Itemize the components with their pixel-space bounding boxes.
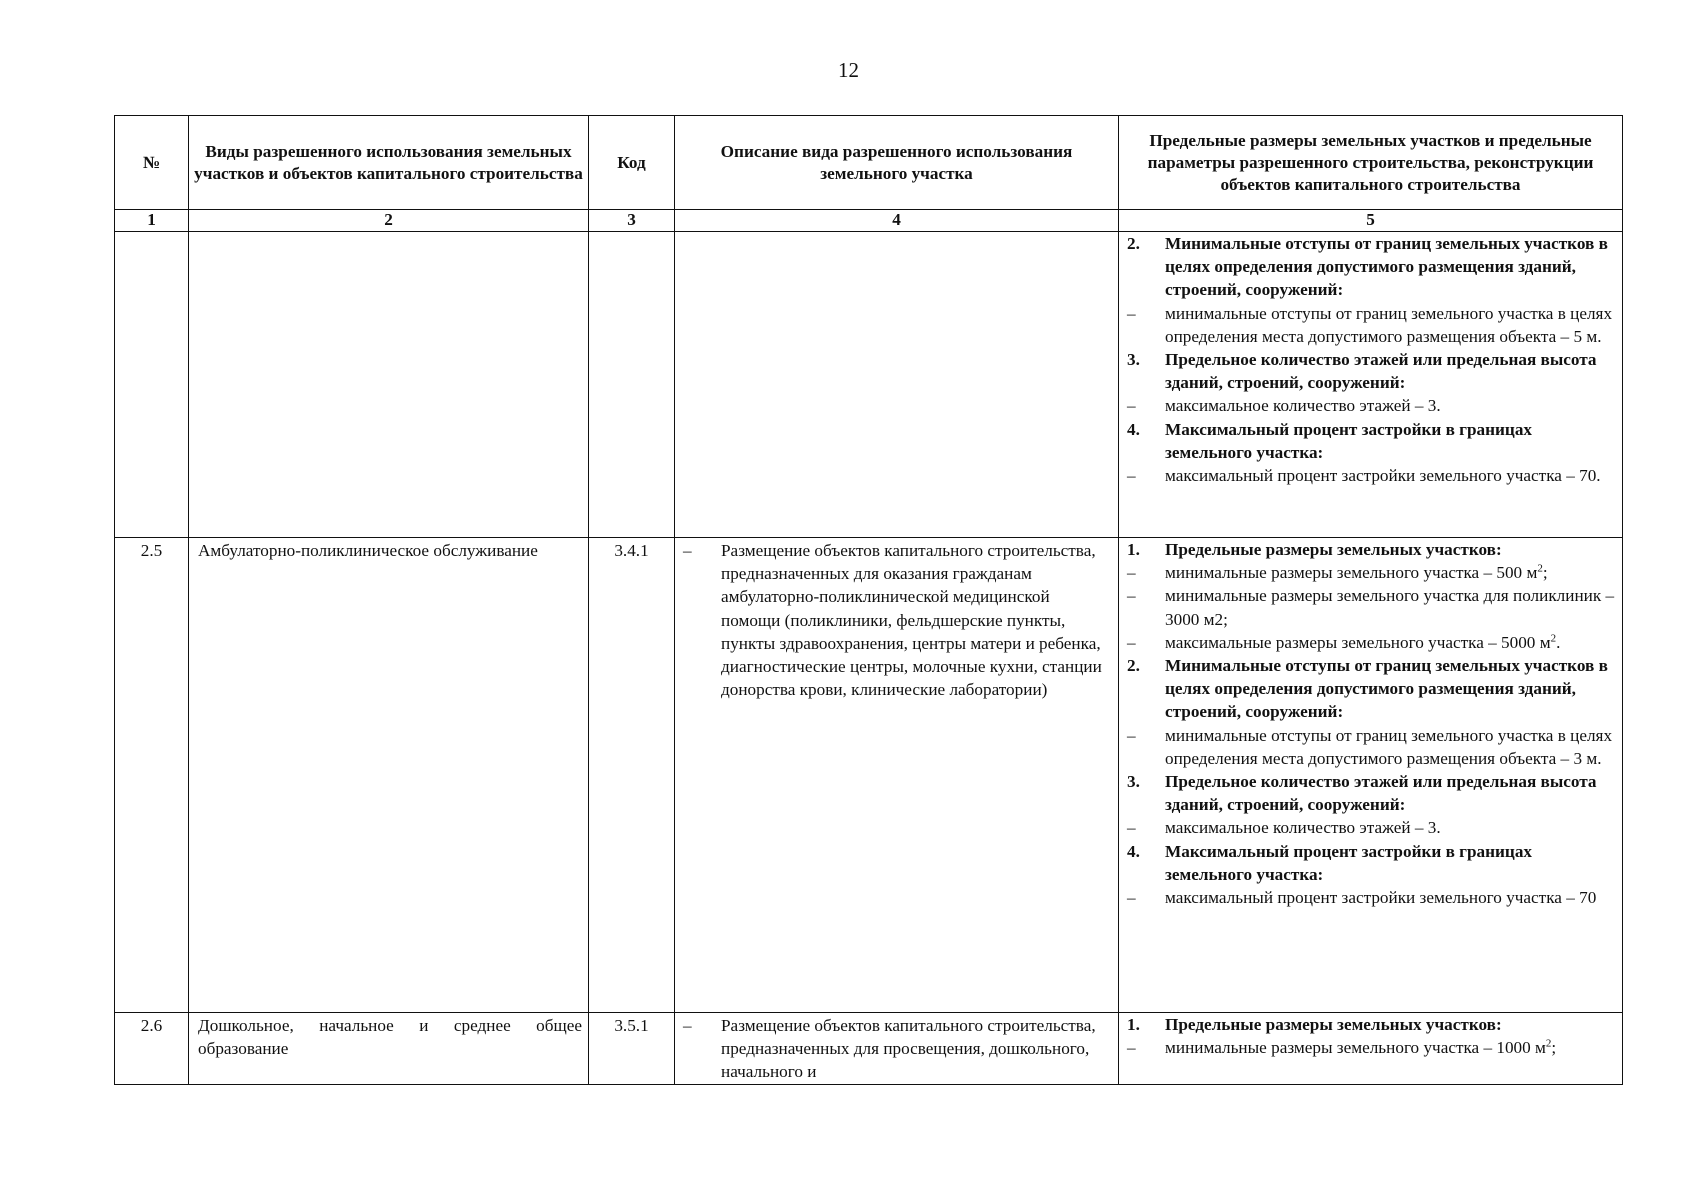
dash-marker: – [1127, 303, 1136, 323]
param-text-block [1165, 1013, 1620, 1036]
param-text-block [1165, 394, 1620, 417]
param-text: Предельное количество этажей или предельная высота зданий, строений, сооружений: [1165, 772, 1597, 815]
row-parameters [1119, 232, 1623, 538]
param-item [1127, 886, 1620, 909]
superscript: 2 [1550, 632, 1557, 645]
header-description: Описание вида разрешенного использования земельного участка [675, 116, 1119, 210]
param-number: 1. [1127, 540, 1140, 559]
param-text: Минимальные отступы от границ земельных участков в целях определения допустимого размещения зданий, строений, сооружений: [1165, 234, 1608, 300]
row-land-use-type [189, 232, 589, 538]
dash-marker: – [1127, 1038, 1136, 1058]
param-text: максимальное количество этажей – 3. [1165, 396, 1441, 416]
param-item [1127, 561, 1620, 584]
description-text: Размещение объектов капитального строительства, предназначенных для оказания гражданам амбулаторно-поликлинической медицинской помощи (поликлиники, фельдшерские пункты, пункты здравоохранения, центры матери и ребенка, диагностические центры, молочные кухни, станции донорства крови, клинические лаборатории) [721, 541, 1102, 700]
param-item [1127, 464, 1620, 487]
param-number: 3. [1127, 350, 1140, 370]
param-text: Предельные размеры земельных участков: [1165, 1015, 1502, 1034]
dash-marker: – [683, 1016, 692, 1035]
param-text-block [1165, 724, 1620, 770]
param-text: минимальные отступы от границ земельного участка в целях определения места допустимого размещения объекта – 5 м. [1165, 303, 1613, 346]
superscript: 2 [1537, 562, 1543, 575]
row-code [589, 232, 675, 538]
param-text-suffix: ; [1542, 563, 1548, 583]
row-land-use-type: Дошкольное, начальное и среднее общее образование [189, 1013, 589, 1085]
param-text: Минимальные отступы от границ земельных участков в целях определения допустимого размещения зданий, строений, сооружений: [1165, 656, 1608, 722]
param-item [1127, 394, 1620, 417]
param-text-block [1165, 538, 1620, 561]
param-number: 4. [1127, 419, 1140, 439]
param-item [1127, 302, 1620, 348]
param-text: максимальные размеры земельного участка – 5000 м [1165, 632, 1551, 652]
param-heading [1127, 348, 1620, 394]
param-text-block [1165, 631, 1620, 654]
dash-marker: – [1127, 632, 1136, 652]
param-text: минимальные размеры земельного участка – 500 м [1165, 563, 1538, 583]
table-row-2-6 [115, 1013, 1623, 1085]
row-code: 3.4.1 [589, 538, 675, 1013]
param-number: 2. [1127, 656, 1140, 676]
param-text-block [1165, 302, 1620, 348]
param-text: Предельное количество этажей или предельная высота зданий, строений, сооружений: [1165, 350, 1597, 393]
param-text-block [1165, 584, 1620, 630]
param-heading [1127, 840, 1620, 886]
param-heading [1127, 654, 1620, 724]
param-item [1127, 584, 1620, 630]
param-text: минимальные размеры земельного участка для поликлиник – 3000 м2; [1165, 586, 1615, 629]
param-text-block [1165, 654, 1620, 724]
param-text: максимальное количество этажей – 3. [1165, 818, 1441, 838]
param-text-block [1165, 840, 1620, 886]
param-heading [1127, 418, 1620, 464]
param-text: Максимальный процент застройки в границах земельного участка: [1165, 419, 1533, 462]
dash-marker: – [1127, 586, 1136, 606]
param-text-block [1165, 348, 1620, 394]
column-number: 3 [589, 210, 675, 232]
header-land-use-type: Виды разрешенного использования земельных участков и объектов капитального строительства [189, 116, 589, 210]
param-item [1127, 816, 1620, 839]
column-number: 4 [675, 210, 1119, 232]
header-code: Код [589, 116, 675, 210]
param-text-block [1165, 418, 1620, 464]
param-item [1127, 1036, 1620, 1059]
header-parameters: Предельные размеры земельных участков и предельные параметры разрешенного строительства, реконструкции объектов капитального строительства [1119, 116, 1623, 210]
row-description [675, 1013, 1119, 1085]
param-number: 1. [1127, 1015, 1140, 1034]
param-item [1127, 631, 1620, 654]
row-land-use-type: Амбулаторно-поликлиническое обслуживание [189, 538, 589, 1013]
dash-marker: – [1127, 818, 1136, 838]
param-text-suffix: ; [1551, 1038, 1557, 1058]
param-text-block [1165, 232, 1620, 302]
table-header-row [115, 116, 1623, 210]
param-number: 3. [1127, 772, 1140, 792]
header-number: № [115, 116, 189, 210]
row-code: 3.5.1 [589, 1013, 675, 1085]
param-text-block [1165, 770, 1620, 816]
param-heading [1127, 1013, 1620, 1036]
param-heading [1127, 232, 1620, 302]
column-number: 5 [1119, 210, 1623, 232]
row-description [675, 538, 1119, 1013]
dash-marker: – [1127, 466, 1136, 486]
dash-marker: – [1127, 396, 1136, 416]
param-text: максимальный процент застройки земельного участка – 70 [1165, 888, 1597, 908]
land-use-table [114, 115, 1623, 1085]
param-item [1127, 724, 1620, 770]
dash-marker: – [683, 541, 692, 560]
param-text: Предельные размеры земельных участков: [1165, 540, 1502, 559]
param-text: максимальный процент застройки земельного участка – 70. [1165, 466, 1601, 486]
param-text-block [1165, 886, 1620, 909]
param-text: минимальные размеры земельного участка – 1000 м [1165, 1038, 1546, 1058]
description-text: Размещение объектов капитального строительства, предназначенных для просвещения, дошкольного, начального и [721, 1016, 1096, 1082]
param-number: 4. [1127, 841, 1140, 861]
param-text-block [1165, 561, 1620, 584]
row-parameters [1119, 1013, 1623, 1085]
row-number: 2.6 [115, 1013, 189, 1085]
param-text-suffix: . [1556, 632, 1561, 652]
column-number: 1 [115, 210, 189, 232]
table-row-continued [115, 232, 1623, 538]
row-number [115, 232, 189, 538]
param-number: 2. [1127, 234, 1140, 253]
page-number: 12 [838, 58, 859, 82]
param-heading [1127, 538, 1620, 561]
param-text-block [1165, 464, 1620, 487]
column-number: 2 [189, 210, 589, 232]
param-text-block [1165, 1036, 1620, 1059]
param-heading [1127, 770, 1620, 816]
dash-marker: – [1127, 888, 1136, 908]
row-description [675, 232, 1119, 538]
column-number-row [115, 210, 1623, 232]
dash-marker: – [1127, 725, 1136, 745]
param-text: минимальные отступы от границ земельного участка в целях определения места допустимого размещения объекта – 3 м. [1165, 725, 1613, 768]
superscript: 2 [1545, 1037, 1552, 1050]
param-text: Максимальный процент застройки в границах земельного участка: [1165, 841, 1533, 884]
param-text-block [1165, 816, 1620, 839]
dash-marker: – [1127, 563, 1136, 583]
row-parameters [1119, 538, 1623, 1013]
row-number: 2.5 [115, 538, 189, 1013]
table-row-2-5 [115, 538, 1623, 1013]
